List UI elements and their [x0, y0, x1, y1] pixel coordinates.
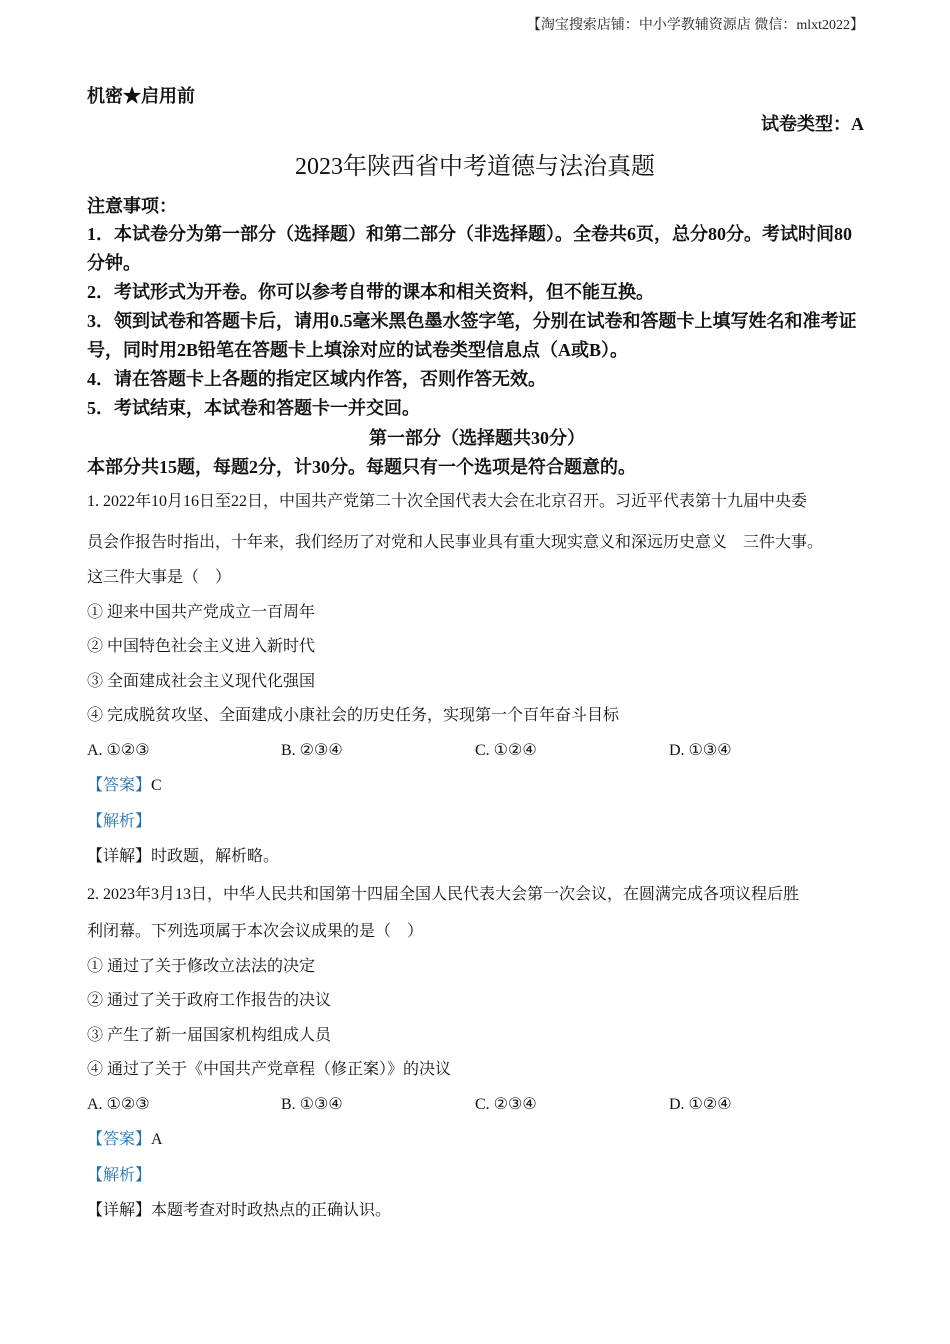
note-item: 3．领到试卷和答题卡后，请用0.5毫米黑色墨水签字笔，分别在试卷和答题卡上填写姓名和准考证号，同时用2B铅笔在答题卡上填涂对应的试卷类型信息点（A或B）。 — [87, 311, 857, 360]
detail-line — [87, 839, 867, 875]
choice-a: A. ①②③ — [87, 1095, 150, 1113]
choice-a: A. ①②③ — [87, 741, 150, 759]
question-stem: 利闭幕。下列选项属于本次会议成果的是（ ） — [87, 922, 424, 940]
answer-label: 【答案】 — [87, 777, 152, 794]
answer-choices — [87, 734, 867, 769]
statement-option: ③ 全面建成社会主义现代化强国 — [87, 672, 316, 690]
page-title: 2023年陕西省中考道德与法治真题 — [295, 154, 655, 180]
statement-option: ① 迎来中国共产党成立一百周年 — [87, 603, 316, 621]
notes-heading: 注意事项： — [87, 196, 177, 216]
part1-description: 本部分共15题，每题2分，计30分。每题只有一个选项是符合题意的。 — [87, 457, 636, 477]
detail-line — [87, 1193, 867, 1229]
question-1 — [87, 484, 867, 875]
statement-option: ④ 通过了关于《中国共产党章程（修正案）》的决议 — [87, 1061, 452, 1078]
choice-d: D. ①②④ — [669, 1095, 732, 1113]
note-item: 2．考试形式为开卷。你可以参考自带的课本和相关资料，但不能互换。 — [87, 282, 654, 302]
analysis-label: 【解析】 — [87, 1166, 152, 1184]
statement-option: ② 通过了关于政府工作报告的决议 — [87, 992, 332, 1009]
analysis-label: 【解析】 — [87, 812, 152, 830]
paper-type-label: 试卷类型：A — [761, 114, 864, 134]
choice-b: B. ②③④ — [281, 741, 343, 759]
answer-value: C — [151, 777, 162, 794]
detail-label: 【详解】 — [87, 1202, 152, 1219]
header-ad-text: 【淘宝搜索店铺：中小学教辅资源店 微信：mlxt2022】 — [526, 18, 864, 33]
note-item: 4．请在答题卡上各题的指定区域内作答，否则作答无效。 — [87, 369, 546, 389]
choice-c: C. ②③④ — [475, 1095, 537, 1113]
note-item: 1．本试卷分为第一部分（选择题）和第二部分（非选择题）。全卷共6页，总分80分。考试时间80分钟。 — [87, 224, 852, 273]
answer-line — [87, 1122, 867, 1158]
statement-option: ① 通过了关于修改立法法的决定 — [87, 957, 316, 975]
statement-option: ④ 完成脱贫攻坚、全面建成小康社会的历史任务，实现第一个百年奋斗目标 — [87, 707, 620, 724]
answer-line — [87, 768, 867, 804]
choice-c: C. ①②④ — [475, 741, 537, 759]
answer-value: A — [151, 1131, 163, 1148]
answer-choices — [87, 1088, 867, 1123]
notes-section — [87, 192, 867, 423]
analysis-line — [87, 804, 867, 840]
choice-d: D. ①③④ — [669, 741, 732, 759]
statement-option: ② 中国特色社会主义进入新时代 — [87, 638, 316, 655]
detail-label: 【详解】 — [87, 848, 152, 865]
exam-content — [87, 192, 867, 1229]
answer-label: 【答案】 — [87, 1131, 152, 1148]
question-stem: 员会作报告时指出，十年来，我们经历了对党和人民事业具有重大现实意义和深远历史意义 三件大事。 — [87, 534, 824, 551]
question-stem: 1. 2022年10月16日至22日，中国共产党第二十次全国代表大会在北京召开。习近平代表第十九届中央委 — [87, 493, 808, 510]
choice-b: B. ①③④ — [281, 1095, 343, 1113]
question-2 — [87, 877, 867, 1229]
note-item: 5．考试结束，本试卷和答题卡一并交回。 — [87, 398, 420, 418]
question-stem: 这三件大事是（ ） — [87, 569, 232, 586]
analysis-line — [87, 1158, 867, 1194]
question-stem: 2. 2023年3月13日，中华人民共和国第十四届全国人民代表大会第一次会议，在圆满完成各项议程后胜 — [87, 885, 800, 903]
statement-option: ③ 产生了新一届国家机构组成人员 — [87, 1026, 332, 1044]
detail-text: 时政题，解析略。 — [151, 848, 280, 865]
detail-text: 本题考查对时政热点的正确认识。 — [151, 1202, 392, 1219]
secret-label: 机密★启用前 — [87, 86, 195, 106]
part1-title: 第一部分（选择题共30分） — [369, 428, 585, 448]
